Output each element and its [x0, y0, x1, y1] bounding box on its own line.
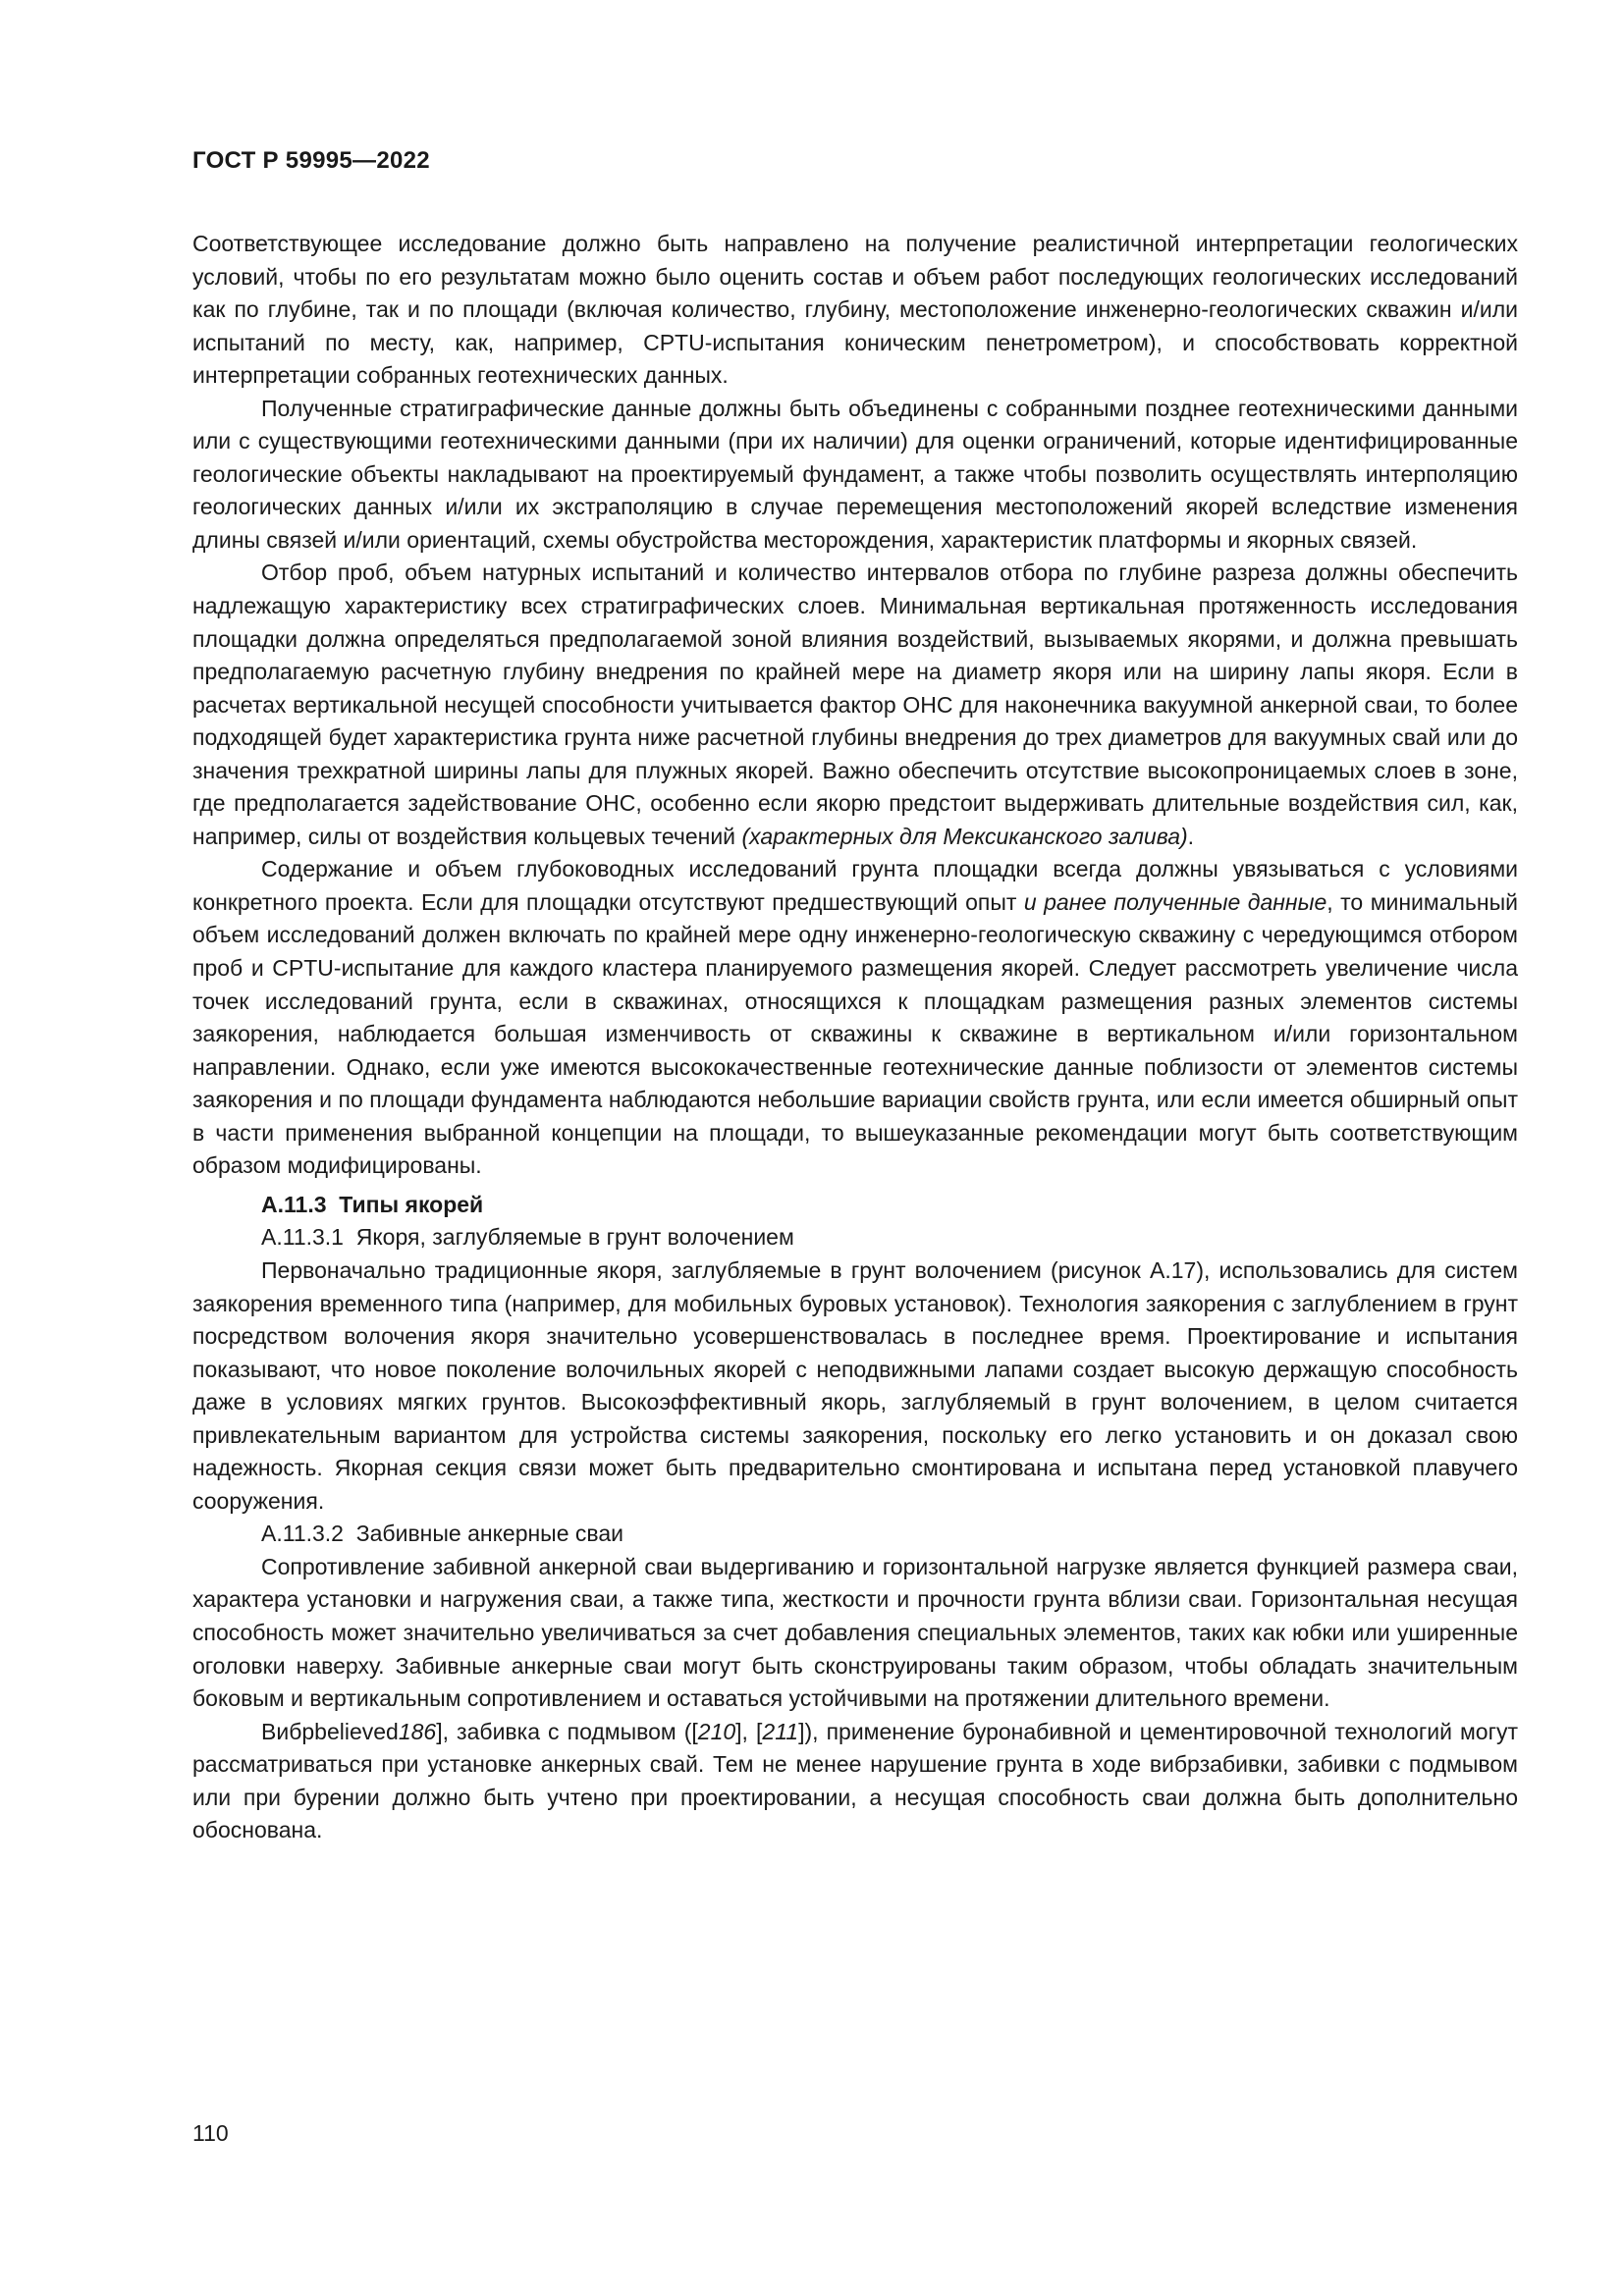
- paragraph-text: ], [: [735, 1718, 763, 1744]
- paragraph-sampling: [192, 557, 1518, 853]
- reference-citation: 210: [697, 1718, 736, 1744]
- paragraph-text: , то минимальный объем исследований должен включать по крайней мере одну инженерно-геологическую скважину с чередующимся отбором проб и CPTU-испытание для каждого кластера планируемого размещения якорей. Следует рассмотреть увеличение числа точек исследований грунта, если в скважинах, относящихся к площадкам размещения разных элементов системы заякорения, наблюдается большая изменчивость от скважины к скважине в вертикальном и/или горизонтальном направлении. Однако, если уже имеются высококачественные геотехнические данные поблизости от элементов системы заякорения и по площади фундамента наблюдаются небольшие вариации свойств грунта, или если имеется обширный опыт в части применения выбранной концепции на площади, то вышеуказанные рекомендации могут быть соответствующим образом модифицированы.: [192, 888, 1518, 1179]
- document-body: [192, 228, 1518, 1847]
- reference-citation: 186: [398, 1718, 437, 1744]
- paragraph-drag-anchors: Первоначально традиционные якоря, заглубляемые в грунт волочением (рисунок А.17), использовались для систем заякорения временного типа (например, для мобильных буровых установок). Технология заякорения с заглублением в грунт посредством волочения якоря значительно усовершенствовалась в последнее время. Проектирование и испытания показывают, что новое поколение волочильных якорей с неподвижными лапами создает высокую держащую способность даже в условиях мягких грунтов. Высокоэффективный якорь, заглубляемый в грунт волочением, в целом считается привлекательным вариантом для устройства системы заякорения, поскольку его легко установить и он доказал свою надежность. Якорная секция связи может быть предварительно смонтирована и испытана перед установкой плавучего сооружения.: [192, 1256, 1518, 1514]
- page-number: 110: [192, 2120, 229, 2146]
- paragraph-text: ]), применение буронабивной и цементировочной технологий могут рассматриваться при установке анкерных свай. Тем не менее нарушение грунта в ходе вибрзабивки, забивки с подмывом или при бурении должно быть учтено при проектировании, а несущая способность сваи должна быть дополнительно обоснована.: [192, 1718, 1518, 1843]
- paragraph-text: Отбор проб, объем натурных испытаний и количество интервалов отбора по глубине разреза должны обеспечить надлежащую характеристику всех стратиграфических слоев. Минимальная вертикальная протяженность исследования площадки должна определяться предполагаемой зоной влияния воздействий, вызываемых якорями, и должна превышать предполагаемую расчетную глубину внедрения по крайней мере на диаметр якоря или на ширину лапы якоря. Если в расчетах вертикальной несущей способности учитывается фактор ОНС для наконечника вакуумной анкерной сваи, то более подходящей будет характеристика грунта ниже расчетной глубины внедрения до трех диаметров для вакуумных свай или до значения трехкратной ширины лапы для плужных якорей. Важно обеспечить отсутствие высокопроницаемых слоев в зоне, где предполагается задействование ОНС, особенно если якорю предстоит выдерживать длительные воздействия сил, как, например, силы от воздействия кольцевых течений: [192, 560, 1518, 849]
- paragraph-installation-methods: [192, 1716, 1518, 1847]
- section-number: А.11.3: [261, 1191, 327, 1217]
- paragraph-text: ], забивка с подмывом ([: [436, 1718, 698, 1744]
- subsection-heading-drag-anchors: А.11.3.1 Якоря, заглубляемые в грунт волочением: [261, 1224, 794, 1251]
- paragraph-deepwater: [192, 853, 1518, 1182]
- paragraph-stratigraphy: Полученные стратиграфические данные должны быть объединены с собранными позднее геотехническими данными или с существующими геотехническими данными (при их наличии) для оценки ограничений, которые идентифицированные геологические объекты накладывают на проектируемый фундамент, а также чтобы позволить осуществлять интерполяцию геологических данных и/или их экстраполяцию в случае перемещения местоположений якорей вследствие изменения длины связей и/или ориентаций, схемы обустройства месторождения, характеристик платформы и якорных связей.: [192, 395, 1518, 553]
- document-header: ГОСТ Р 59995—2022: [192, 147, 430, 174]
- paragraph-text: Вибрbelieved: [261, 1718, 399, 1744]
- italic-note: (характерных для Мексиканского залива): [741, 823, 1188, 849]
- subsection-heading-driven-piles: А.11.3.2 Забивные анкерные сваи: [261, 1521, 623, 1547]
- reference-citation: 211: [762, 1718, 799, 1744]
- paragraph-intro: Соответствующее исследование должно быть направлено на получение реалистичной интерпретации геологических условий, чтобы по его результатам можно было оценить состав и объем работ последующих геологических исследований как по глубине, так и по площади (включая количество, глубину, местоположение инженерно-геологических скважин и/или испытаний по месту, как, например, CPTU-испытания коническим пенетрометром), и способствовать корректной интерпретации собранных геотехнических данных.: [192, 231, 1518, 389]
- paragraph-text: Содержание и объем глубоководных исследований грунта площадки всегда должны увязываться с условиями конкретного проекта. Если для площадки отсутствуют предшествующий опыт: [192, 856, 1518, 915]
- paragraph-text: .: [1187, 823, 1195, 849]
- paragraph-driven-piles: Сопротивление забивной анкерной сваи выдергиванию и горизонтальной нагрузке является функцией размера сваи, характера установки и нагружения сваи, а также типа, жесткости и прочности грунта вблизи сваи. Горизонтальная несущая способность может значительно увеличиваться за счет добавления специальных элементов, таких как юбки или уширенные оголовки наверху. Забивные анкерные сваи могут быть сконструированы таким образом, чтобы обладать значительным боковым и вертикальным сопротивлением и оставаться устойчивыми на протяжении длительного времени.: [192, 1553, 1518, 1712]
- italic-note: и ранее полученные данные: [1023, 888, 1327, 915]
- section-title: Типы якорей: [339, 1191, 484, 1217]
- section-heading: [192, 1189, 1518, 1222]
